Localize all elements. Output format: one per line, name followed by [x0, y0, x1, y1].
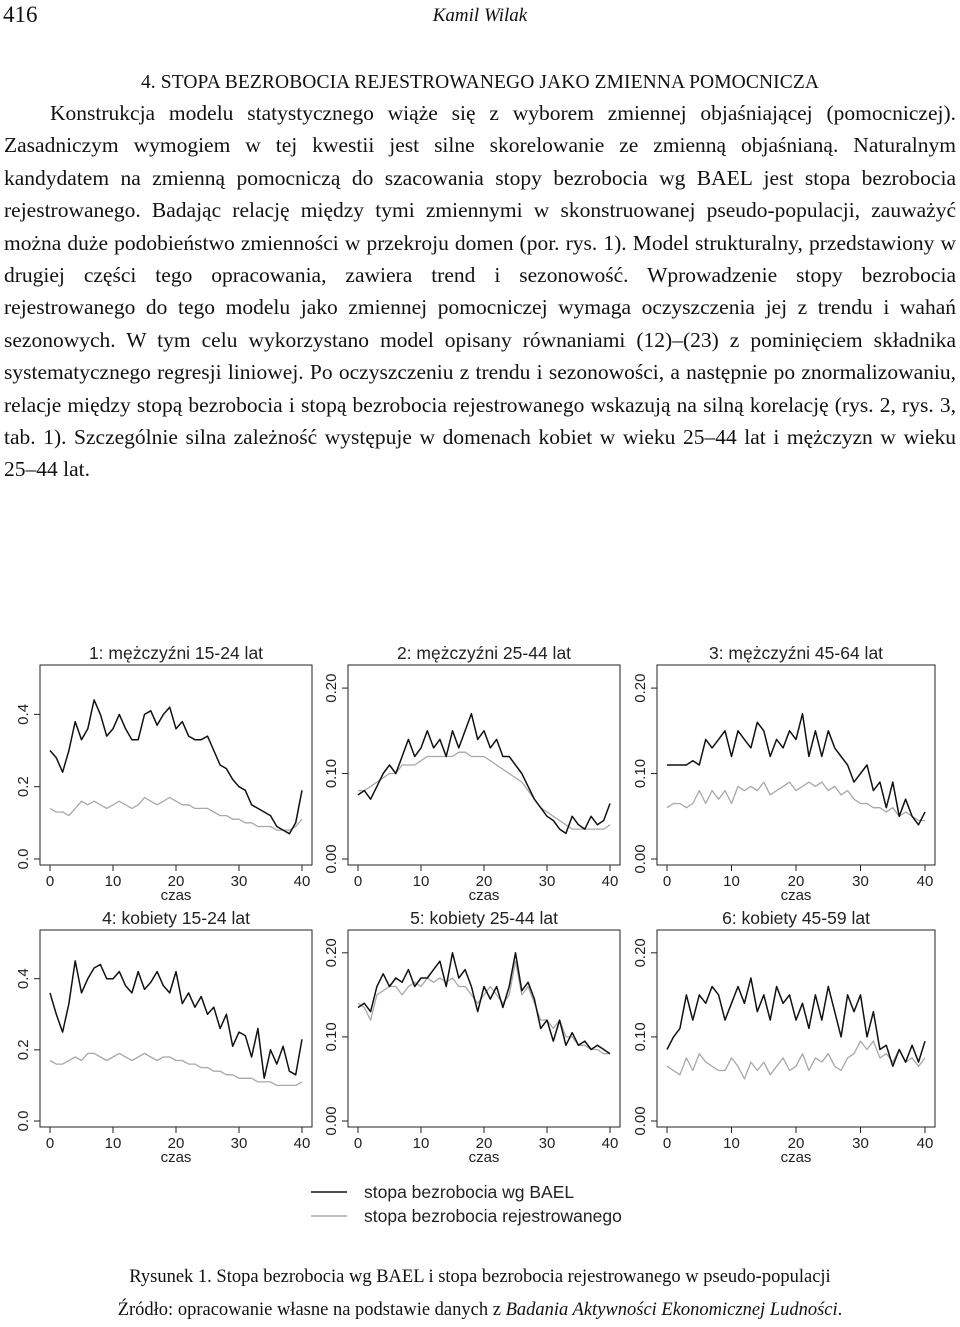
panel-6-ytick-label: 0.10 — [632, 1022, 649, 1052]
panel-5-xtick-label: 30 — [538, 1135, 556, 1152]
page-number: 416 — [3, 2, 38, 27]
panel-2-ytick-label: 0.20 — [323, 673, 340, 703]
panel-2-xtick-label: 0 — [353, 873, 363, 890]
panel-3-xtick-label: 30 — [852, 873, 869, 890]
panel-6-xtick-label: 20 — [787, 1135, 805, 1152]
panel-2-xtick-label: 40 — [601, 873, 619, 890]
panel-6-ytick-label: 0.20 — [632, 938, 649, 968]
panel-4-xtick-label: 20 — [167, 1135, 185, 1152]
source-title: Badania Aktywności Ekonomicznej Ludności — [505, 1300, 838, 1320]
panel-6-xtick-label: 40 — [916, 1135, 934, 1152]
panel-2-xlabel: czas — [468, 887, 500, 904]
panel-1-ytick-label: 0.2 — [15, 776, 32, 798]
panel-2-xtick-label: 20 — [475, 873, 493, 890]
panel-5-ytick-label: 0.00 — [323, 1106, 340, 1136]
figure-1 — [0, 640, 960, 1240]
panel-3-line-bael — [667, 714, 925, 825]
panel-6-xtick-label: 30 — [852, 1135, 869, 1152]
panel-2-xtick-label: 10 — [412, 873, 430, 890]
panel-1-line-registered — [50, 798, 302, 831]
panel-5-ytick-label: 0.10 — [323, 1022, 340, 1052]
legend-label-2: stopa bezrobocia rejestrowanego — [364, 1206, 622, 1226]
panel-1-xtick-label: 20 — [167, 873, 185, 890]
panel-4-xlabel: czas — [160, 1149, 192, 1166]
panel-5-xlabel: czas — [468, 1149, 500, 1166]
panel-3-line-registered — [667, 782, 925, 820]
panel-5-title: 5: kobiety 25-44 lat — [410, 908, 558, 928]
panel-3-xlabel: czas — [780, 887, 812, 904]
panel-4-ytick-label: 0.0 — [15, 1110, 32, 1132]
panel-5-xtick-label: 20 — [475, 1135, 493, 1152]
panel-6-xtick-label: 0 — [662, 1135, 672, 1152]
figure-caption: Rysunek 1. Stopa bezrobocia wg BAEL i stopa bezrobocia rejestrowanego w pseudo-populacji — [129, 1267, 831, 1287]
panel-5-xtick-label: 10 — [412, 1135, 430, 1152]
panel-1-xlabel: czas — [160, 887, 192, 904]
panel-4-xtick-label: 30 — [230, 1135, 248, 1152]
panel-4-xtick-label: 40 — [293, 1135, 311, 1152]
panel-4-title: 4: kobiety 15-24 lat — [102, 908, 250, 928]
panel-4-ytick-label: 0.4 — [15, 968, 32, 990]
figure-source — [0, 1300, 960, 1321]
panel-2-title: 2: mężczyźni 25-44 lat — [396, 643, 572, 663]
running-header — [0, 0, 960, 36]
running-author: Kamil Wilak — [432, 5, 528, 26]
panel-1-line-bael — [50, 700, 302, 834]
panel-6-frame — [657, 930, 935, 1127]
panel-5-line-bael — [358, 953, 610, 1054]
panel-5-xtick-label: 40 — [601, 1135, 619, 1152]
panel-1-xtick-label: 0 — [45, 873, 55, 890]
panel-3-ytick-label: 0.20 — [632, 673, 649, 703]
panel-3-ytick-label: 0.10 — [632, 758, 649, 789]
panel-3-xtick-label: 40 — [916, 873, 934, 890]
panel-4-line-registered — [50, 1053, 302, 1085]
panel-2-ytick-label: 0.10 — [323, 758, 340, 789]
panel-1-xtick-label: 30 — [230, 873, 248, 890]
panel-4-xtick-label: 10 — [104, 1135, 122, 1152]
panel-5-xtick-label: 0 — [353, 1135, 363, 1152]
panel-2-ytick-label: 0.00 — [323, 844, 340, 874]
panel-6-xlabel: czas — [780, 1149, 812, 1166]
panel-6-ytick-label: 0.00 — [632, 1106, 649, 1136]
panel-1-xtick-label: 10 — [104, 873, 122, 890]
panel-3-xtick-label: 0 — [662, 873, 672, 890]
panel-4-frame — [40, 930, 312, 1127]
panel-1-ytick-label: 0.4 — [15, 703, 32, 725]
panel-3-xtick-label: 20 — [787, 873, 805, 890]
panel-3-ytick-label: 0.00 — [632, 844, 649, 874]
panel-2-line-bael — [358, 714, 610, 834]
panel-3-title: 3: mężczyźni 45-64 lat — [708, 643, 884, 663]
section-heading: 4. STOPA BEZROBOCIA REJESTROWANEGO JAKO ZMIENNA POMOCNICZA — [140, 72, 820, 93]
panel-3-xtick-label: 10 — [723, 873, 740, 890]
source-prefix: Źródło: opracowanie własne na podstawie danych z — [117, 1300, 506, 1320]
panel-2-xtick-label: 30 — [538, 873, 556, 890]
panel-5-line-registered — [358, 961, 610, 1053]
panel-6-xtick-label: 10 — [723, 1135, 740, 1152]
panel-5-ytick-label: 0.20 — [323, 938, 340, 968]
panel-1-xtick-label: 40 — [293, 873, 311, 890]
panel-6-title: 6: kobiety 45-59 lat — [722, 908, 870, 928]
panel-1-title: 1: mężczyźni 15-24 lat — [88, 643, 264, 663]
panel-4-xtick-label: 0 — [45, 1135, 55, 1152]
panel-5-frame — [348, 930, 620, 1127]
body-paragraph: Konstrukcja modelu statystycznego wiąże się z wyborem zmiennej objaśniającej (pomocniczej). Zasadniczym wymogiem w tej kwestii jest silne skorelowanie ze zmienną objaśnianą. Naturalnym kandydatem na zmienną pomocniczą do szacowania stopy bezrobocia wg BAEL jest stopa bezrobocia rejestrowanego. Badając relację między tymi zmiennymi w skonstruowanej pseudo-populacji, zauważyć można duże podobieństwo zmienności w przekroju domen (por. rys. 1). Model strukturalny, przedstawiony w drugiej części tego opracowania, zawiera trend i sezonowość. Wprowadzenie stopy bezrobocia rejestrowanego do tego modelu jako zmiennej pomocniczej wymaga oczyszczenia jej z trendu i wahań sezonowych. W tym celu wykorzystano model opisany równaniami (12)–(23) z pominięciem składnika systematycznego regresji liniowej. Po oczyszczeniu z trendu i sezonowości, a następnie po znormalizowaniu, relacje między stopą bezrobocia i stopą bezrobocia rejestrowanego wskazują na silną korelację (rys. 2, rys. 3, tab. 1). Szczególnie silna zależność występuje w domenach kobiet w wieku 25–44 lat i mężczyzn w wieku 25–44 lat. — [4, 101, 956, 482]
panel-4-ytick-label: 0.2 — [15, 1039, 32, 1061]
source-suffix: . — [837, 1300, 843, 1320]
legend-label-1: stopa bezrobocia wg BAEL — [364, 1182, 575, 1202]
panel-1-ytick-label: 0.0 — [15, 848, 32, 870]
panel-1-frame — [40, 665, 312, 865]
